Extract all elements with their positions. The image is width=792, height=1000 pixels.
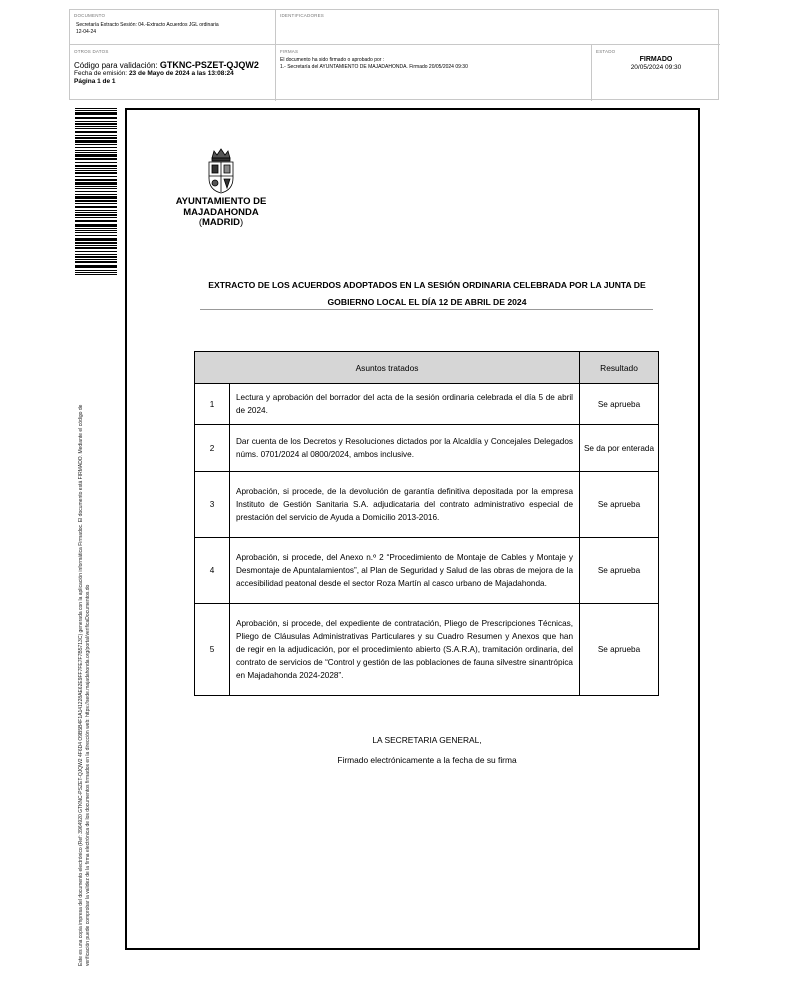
documento-text-1: Secretaría Extracto Sesión: 04.-Extracto Acuerdos JGL ordinaria <box>76 22 219 28</box>
firmas-text <box>280 57 587 71</box>
barcode-bar <box>75 254 117 255</box>
column-header-resultado: Resultado <box>580 352 659 384</box>
barcode-bar <box>75 217 117 218</box>
barcode-bar <box>75 210 117 211</box>
issue-date: 23 de Mayo de 2024 a las 13:08:24 <box>128 70 234 77</box>
barcode-bar <box>75 123 117 125</box>
documento-description <box>74 22 271 35</box>
validation-code-line <box>74 61 271 70</box>
barcode-bar <box>75 245 117 246</box>
status-badge: FIRMADO <box>639 56 673 63</box>
document-title <box>200 277 654 311</box>
barcode-bar <box>75 259 117 260</box>
row-result: Se da por enterada <box>580 425 659 472</box>
barcode-bar <box>75 232 117 233</box>
coat-of-arms-icon <box>206 146 236 194</box>
barcode-bar <box>75 168 117 169</box>
barcode-bar <box>75 238 117 241</box>
barcode-bar <box>75 247 117 249</box>
documento-cell <box>70 10 276 45</box>
otros-label: OTROS DATOS <box>74 49 109 54</box>
barcode-bar <box>75 150 117 151</box>
barcode-bar <box>75 188 117 189</box>
documento-text-2: 12-04-24 <box>76 28 97 35</box>
row-number: 5 <box>195 604 230 696</box>
barcode-bar <box>75 147 117 148</box>
barcode-bar <box>75 137 117 139</box>
org-line-1: AYUNTAMIENTO DE <box>175 196 267 207</box>
side-note-line-2: verificación puede comprobar la validez de la firma electrónica de los documentos firmados en la dirección web: https://sede.majadahonda.org/portal/verificaDocumentos.do <box>85 584 91 966</box>
barcode-bar <box>75 274 117 275</box>
row-number: 2 <box>195 425 230 472</box>
title-line-2: GOBIERNO LOCAL EL DÍA 12 DE ABRIL DE 2024 <box>327 297 527 307</box>
title-divider <box>200 309 653 310</box>
firmas-text-2: 1.- Secretaría del AYUNTAMIENTO DE MAJADAHONDA. Firmado 20/05/2024 09:30 <box>280 64 468 70</box>
barcode-bar <box>75 154 117 157</box>
column-header-asuntos: Asuntos tratados <box>195 352 580 384</box>
barcode-icon <box>75 108 117 276</box>
barcode-bar <box>75 131 117 133</box>
barcode-bar <box>75 261 117 263</box>
table-row <box>195 538 659 604</box>
barcode-bar <box>75 170 117 171</box>
table-row <box>195 425 659 472</box>
barcode-bar <box>75 272 117 273</box>
barcode-bar <box>75 112 117 115</box>
barcode-bar <box>75 128 117 129</box>
barcode-bar <box>75 172 117 174</box>
identificadores-cell <box>276 10 720 45</box>
validation-code[interactable]: GTKNC-PSZET-QJQW2 <box>159 60 259 70</box>
barcode-bar <box>75 270 117 271</box>
barcode-bar <box>75 214 117 216</box>
barcode-bar <box>75 121 117 122</box>
status-date: 20/05/2024 09:30 <box>630 64 682 71</box>
barcode-bar <box>75 176 117 177</box>
barcode-bar <box>75 108 117 109</box>
signature-note: Firmado electrónicamente a la fecha de su firma <box>337 755 517 765</box>
barcode-bar <box>75 126 117 127</box>
signatory-title: LA SECRETARIA GENERAL, <box>372 735 482 745</box>
row-subject: Aprobación, si procede, del Anexo n.º 2 “Procedimiento de Montaje de Cables y Montaje y Desmontaje de Apuntalamientos”, al Plan de Seguridad y Salud de las obras de mejora de la accesibilidad peatonal desde el sector Roza Martín al casco urbano de Majadahonda. <box>230 538 580 604</box>
barcode-bar <box>75 117 117 119</box>
barcode-bar <box>75 230 117 231</box>
title-line-1: EXTRACTO DE LOS ACUERDOS ADOPTADOS EN LA SESIÓN ORDINARIA CELEBRADA POR LA JUNTA DE <box>208 280 646 290</box>
barcode-bar <box>75 194 117 195</box>
codigo-prefix: Código para validación: <box>74 61 158 70</box>
barcode-bar <box>75 165 117 167</box>
barcode-bar <box>75 200 117 202</box>
document-metadata-header <box>69 9 719 100</box>
barcode-bar <box>75 182 117 185</box>
organization-name <box>168 197 274 229</box>
table-header-row <box>195 352 659 384</box>
barcode-bar <box>75 144 117 145</box>
verification-side-note <box>78 306 92 966</box>
otros-datos-cell <box>70 45 276 101</box>
barcode-bar <box>75 203 117 204</box>
barcode-bar <box>75 206 117 208</box>
row-result: Se aprueba <box>580 472 659 538</box>
barcode-bar <box>75 140 117 143</box>
barcode-bar <box>75 110 117 111</box>
barcode-bar <box>75 242 117 244</box>
firmas-label: FIRMAS <box>280 49 299 54</box>
barcode-bar <box>75 135 117 136</box>
estado-label: ESTADO <box>596 49 616 54</box>
barcode-bar <box>75 251 117 252</box>
estado-value <box>596 56 716 72</box>
row-subject: Aprobación, si procede, del expediente de contratación, Pliego de Prescripciones Técnicas, Pliego de Cláusulas Administrativas Particulares y su Cuadro Resumen y Anexos que han de regir en la adjudicación, por el procedimiento abierto (S.A.R.A), tramitación ordinaria, del contrato de servicios de “Control y gestión de las poblaciones de fauna silvestre sinantrópica en Majadahonda 2024-2028”. <box>230 604 580 696</box>
issue-date-line <box>74 70 271 78</box>
row-result: Se aprueba <box>580 538 659 604</box>
barcode-bar <box>75 212 117 213</box>
estado-cell <box>592 45 720 101</box>
barcode-bar <box>75 162 117 163</box>
barcode-bar <box>75 196 117 199</box>
barcode-bar <box>75 256 117 258</box>
table-row <box>195 384 659 425</box>
barcode-bar <box>75 179 117 181</box>
row-result: Se aprueba <box>580 384 659 425</box>
barcode-bar <box>75 152 117 153</box>
identificadores-label: IDENTIFICADORES <box>280 13 325 18</box>
documento-label: DOCUMENTO <box>74 13 106 18</box>
barcode-bar <box>75 224 117 227</box>
firmas-text-1: El documento ha sido firmado o aprobado por : <box>280 57 385 63</box>
row-subject: Dar cuenta de los Decretos y Resoluciones dictados por la Alcaldía y Concejales Delegados núms. 0701/2024 al 0800/2024, ambos inclusive. <box>230 425 580 472</box>
barcode-bar <box>75 191 117 192</box>
barcode-bar <box>75 228 117 229</box>
barcode-bar <box>75 186 117 187</box>
row-number: 3 <box>195 472 230 538</box>
fecha-prefix: Fecha de emisión: <box>74 70 128 77</box>
table-row <box>195 472 659 538</box>
row-result: Se aprueba <box>580 604 659 696</box>
page-count: Página 1 de 1 <box>74 78 116 85</box>
row-subject: Lectura y aprobación del borrador del acta de la sesión ordinaria celebrada el día 5 de abril de 2024. <box>230 384 580 425</box>
agreements-table <box>194 351 659 696</box>
barcode-bar <box>75 220 117 222</box>
barcode-bar <box>75 235 117 236</box>
row-number: 4 <box>195 538 230 604</box>
row-subject: Aprobación, si procede, de la devolución de garantía definitiva depositada por la empresa Instituto de Gestión Sanitaria S.A. adjudicataria del contrato administrativo especial de prestación del servicio de Ayuda a Domicilio 2013-2016. <box>230 472 580 538</box>
org-line-3: (MADRID) <box>198 217 244 228</box>
barcode-bar <box>75 265 117 268</box>
row-number: 1 <box>195 384 230 425</box>
firmas-cell <box>276 45 592 101</box>
org-line-2: MAJADAHONDA <box>183 206 259 218</box>
barcode-bar <box>75 158 117 160</box>
table-row <box>195 604 659 696</box>
side-note-line-1: Este es una copia impresa del documento electrónico (Ref: 3964920 GTKNC-PSZET-QJQW2 4F6D4 O9B5B4F1A141228AE62E9FF7FE7F7B5713C) generada con la aplicación informática Firmadoc. El documento está FIRMADO. Mediante el código de <box>78 404 84 966</box>
